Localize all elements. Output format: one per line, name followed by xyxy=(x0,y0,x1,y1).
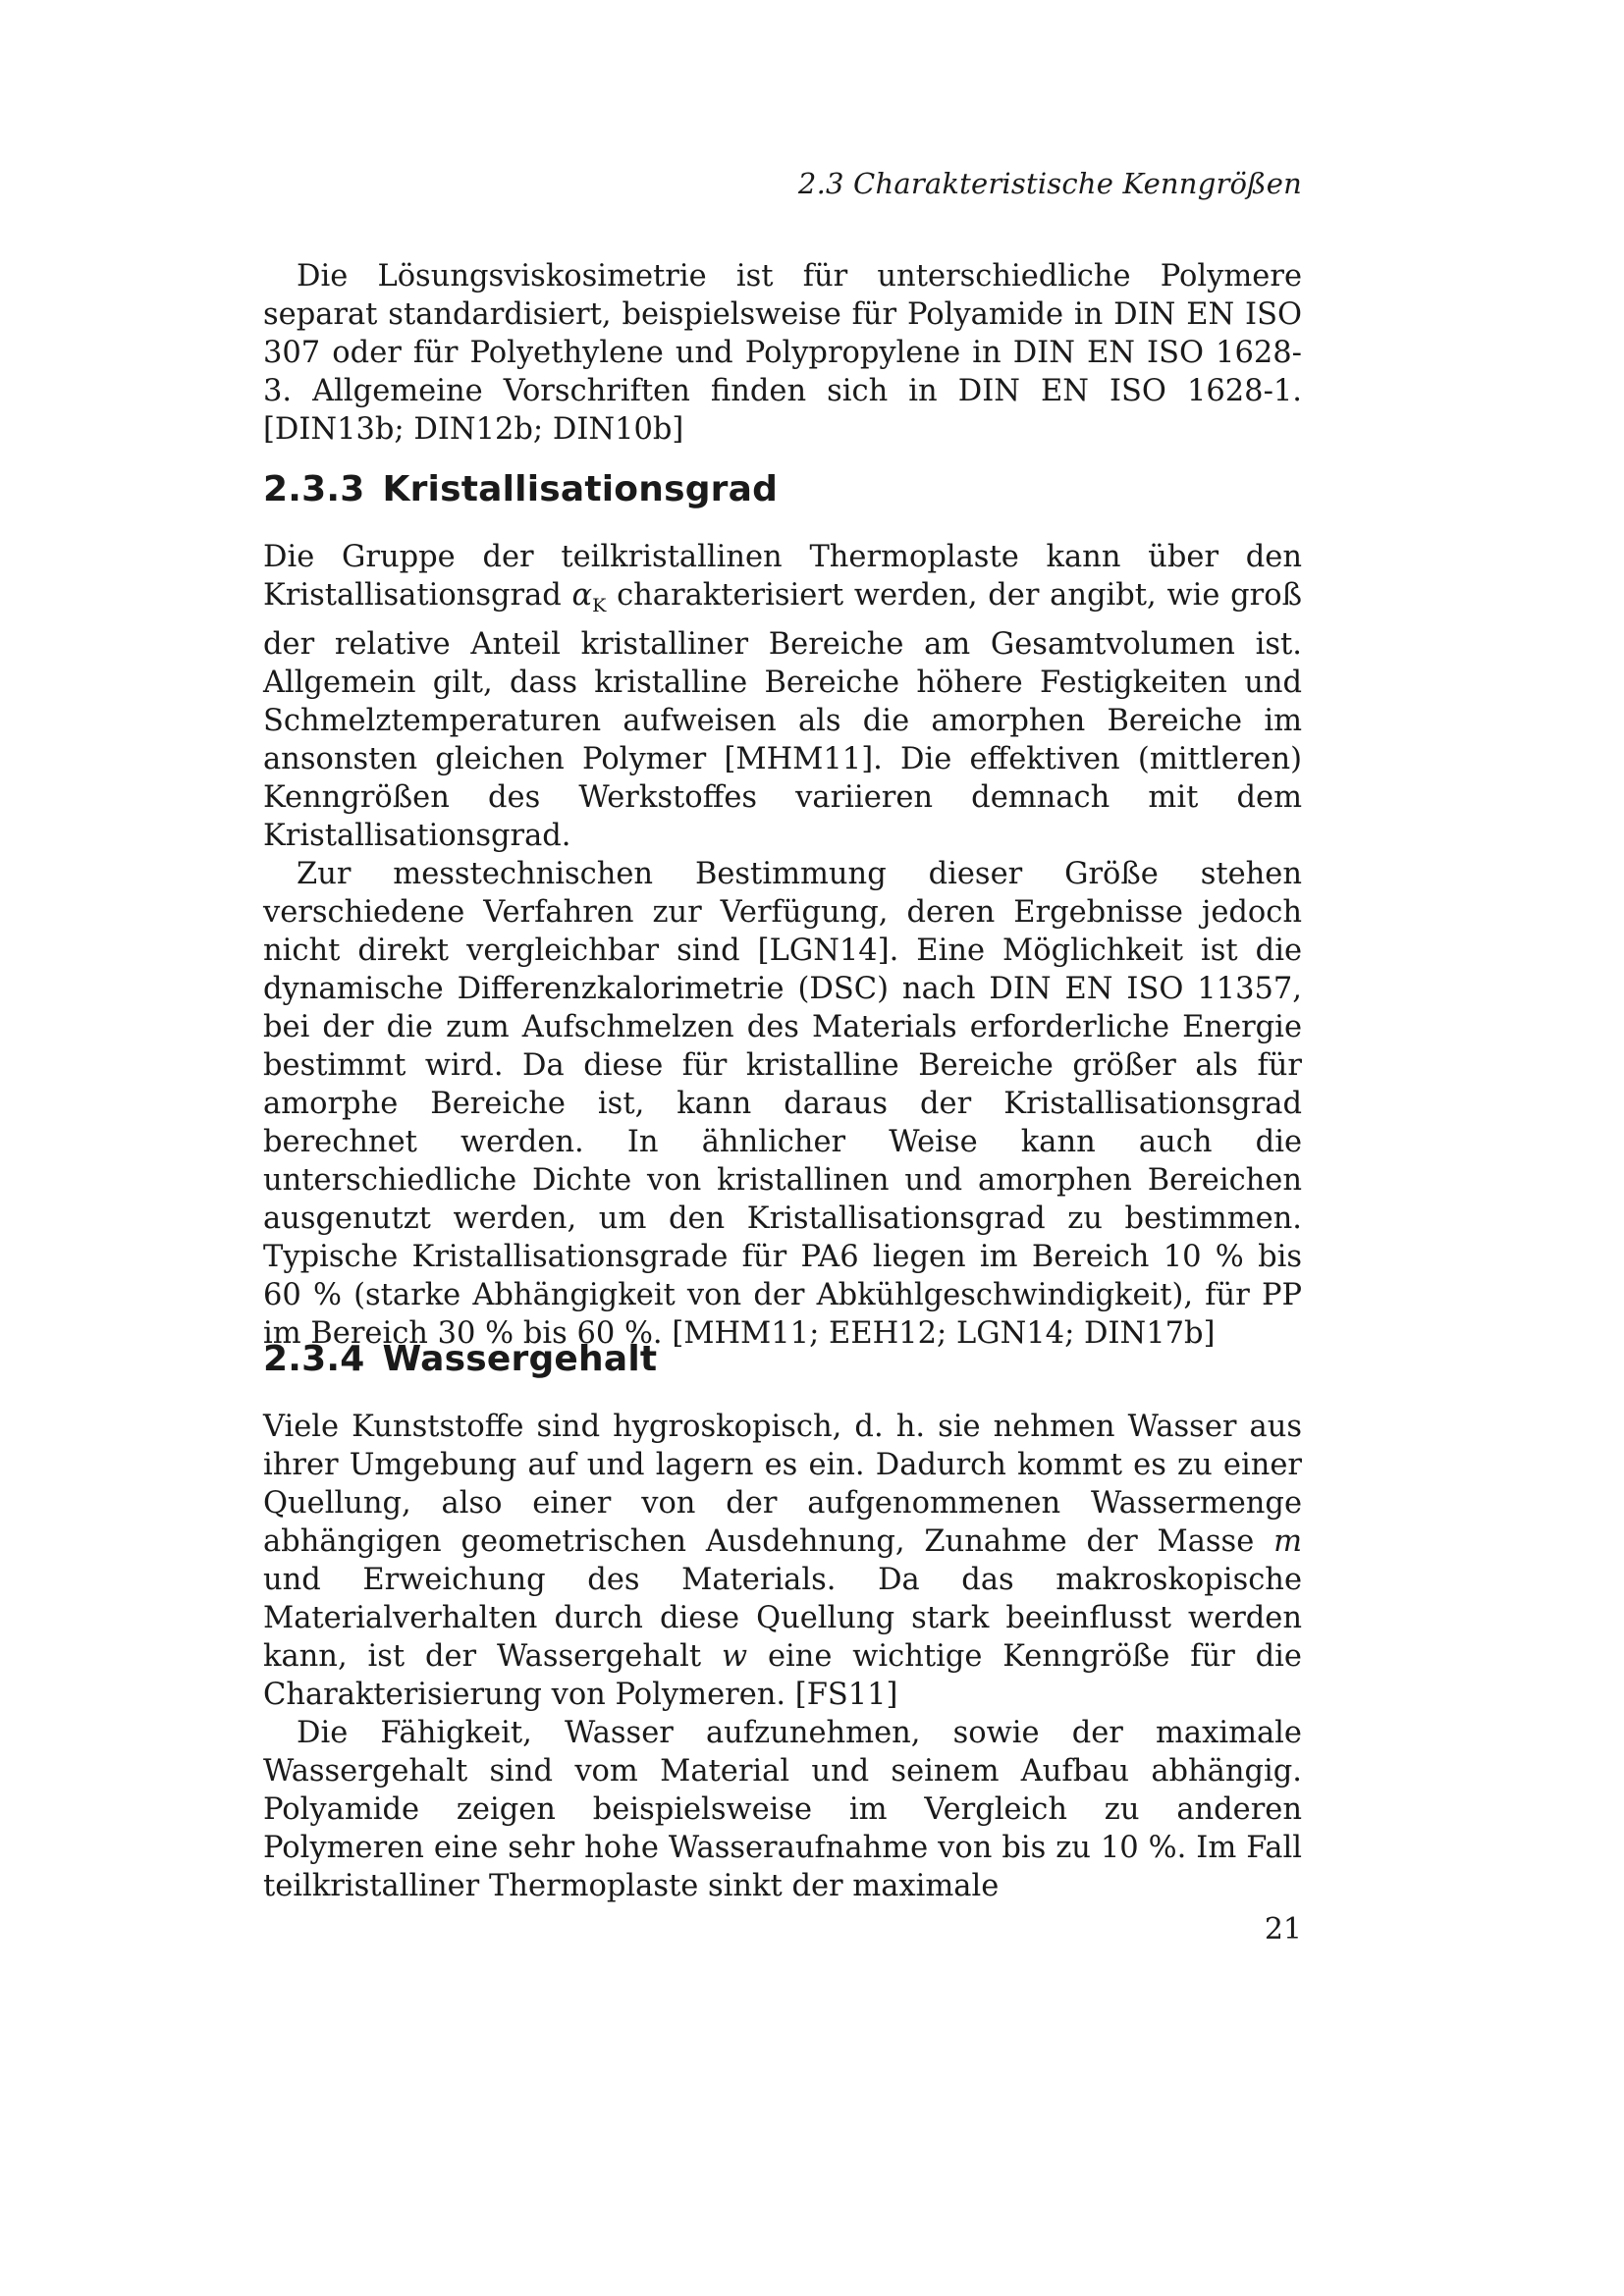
section-number: 2.3.3 xyxy=(263,469,365,509)
text-run: Die Gruppe der teilkristallinen Thermoplaste kann über den Kristallisationsgrad xyxy=(263,540,1302,613)
text-run: charakterisiert werden, der angibt, wie groß der relative Anteil kristalliner Bereiche am Gesamtvolumen ist. Allgemein gilt, dass kristalline Bereiche höhere Festigkeiten und Schmelztemperaturen aufweisen als die amorphen Bereiche im ansonsten gleichen Polymer [MHM11]. Die effektiven (mittleren) Kenngrößen des Werkstoffes variieren demnach mit dem Kristallisationsgrad. xyxy=(263,578,1302,854)
section-title: Kristallisationsgrad xyxy=(382,469,779,509)
section-number: 2.3.4 xyxy=(263,1339,365,1379)
text-run: Viele Kunststoffe sind hygroskopisch, d. h. sie nehmen Wasser aus ihrer Umgebung auf und lagern es ein. Dadurch kommt es zu einer Quellung, also einer von der aufgenommenen Wassermenge abhängigen geometrischen Ausdehnung, Zunahme der Masse xyxy=(263,1410,1302,1559)
wassergehalt-body xyxy=(263,1408,1302,1905)
wassergehalt-paragraph-2: Die Fähigkeit, Wasser aufzunehmen, sowie der maximale Wassergehalt sind vom Material und seinem Aufbau abhängig. Polyamide zeigen beispielsweise im Vergleich zu anderen Polymeren eine sehr hohe Wasseraufnahme von bis zu 10 %. Im Fall teilkristalliner Thermoplaste sinkt der maximale xyxy=(263,1716,1302,1903)
section-title: Wassergehalt xyxy=(382,1339,658,1379)
intro-paragraph: Die Lösungsviskosimetrie ist für unterschiedliche Polymere separat standardisiert, beispielsweise für Polyamide in DIN EN ISO 307 oder für Polyethylene und Polypropylene in DIN EN ISO 1628-3. Allgemeine Vorschriften finden sich in DIN EN ISO 1628-1. [DIN13b; DIN12b; DIN10b] xyxy=(263,259,1302,447)
page-number: 21 xyxy=(1264,1912,1302,1947)
running-head: 2.3 Charakteristische Kenngrößen xyxy=(797,167,1302,200)
alpha-subscript: K xyxy=(592,595,607,617)
mass-symbol: m xyxy=(1273,1524,1302,1559)
intro-block xyxy=(263,257,1302,449)
kristallisationsgrad-paragraph-2: Zur messtechnischen Bestimmung dieser Größe stehen verschiedene Verfahren zur Verfügung, deren Ergebnisse jedoch nicht direkt vergleichbar sind [LGN14]. Eine Möglichkeit ist die dynamische Differenzkalorimetrie (DSC) nach DIN EN ISO 11357, bei der die zum Aufschmelzen des Materials erforderliche Energie bestimmt wird. Da diese für kristalline Bereiche größer als für amorphe Bereiche ist, kann daraus der Kristallisationsgrad berechnet werden. In ähnlicher Weise kann auch die unterschiedliche Dichte von kristallinen und amorphen Bereichen ausgenutzt werden, um den Kristallisationsgrad zu bestimmen. Typische Kristallisationsgrade für PA6 liegen im Bereich 10 % bis 60 % (starke Abhängigkeit von der Abkühlgeschwindigkeit), für PP im Bereich 30 % bis 60 %. [MHM11; EEH12; LGN14; DIN17b] xyxy=(263,857,1302,1352)
wassergehalt-paragraph-1 xyxy=(263,1408,1302,1714)
section-heading-wassergehalt xyxy=(263,1339,657,1379)
alpha-symbol: α xyxy=(571,578,593,613)
kristallisationsgrad-body xyxy=(263,538,1302,1353)
water-content-symbol: w xyxy=(722,1639,748,1674)
text-run: eine wichtige Kenngröße für die Charakterisierung von Polymeren. [FS11] xyxy=(263,1639,1302,1712)
kristallisationsgrad-paragraph-1 xyxy=(263,538,1302,855)
section-heading-kristallisationsgrad xyxy=(263,469,778,509)
text-run: und Erweichung des Materials. Da das makroskopische Materialverhalten durch diese Quellung stark beeinflusst werden kann, ist der Wassergehalt xyxy=(263,1563,1302,1674)
